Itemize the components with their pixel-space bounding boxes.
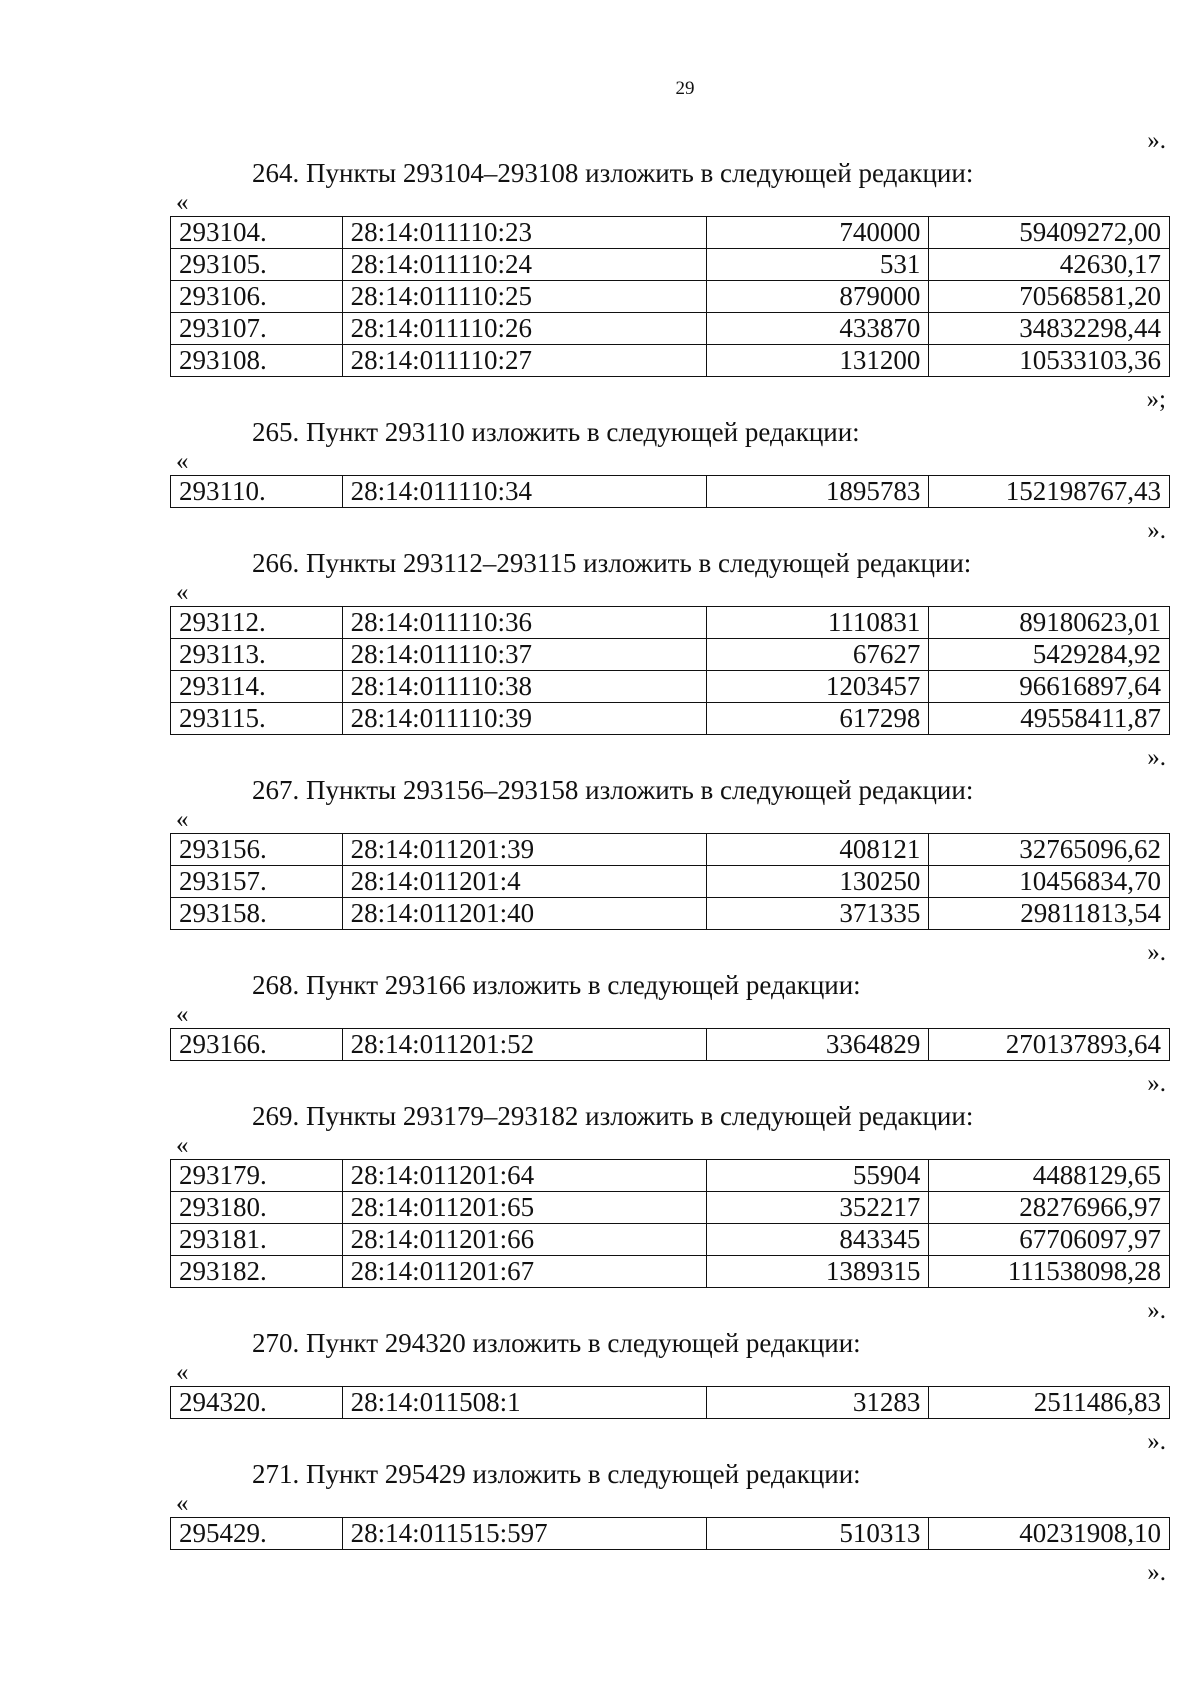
area-cell: 1110831 xyxy=(707,607,929,639)
closing-quote: ». xyxy=(1147,1297,1166,1324)
area-cell: 130250 xyxy=(707,866,929,898)
opening-quote: « xyxy=(176,448,189,475)
cadastral-number-cell: 28:14:011110:37 xyxy=(342,639,706,671)
closing-quote: ». xyxy=(1147,517,1166,544)
amendment-heading: 264. Пункты 293104–293108 изложить в следующей редакции: xyxy=(252,158,974,188)
opening-quote: « xyxy=(176,579,189,606)
value-cell: 5429284,92 xyxy=(929,639,1170,671)
opening-quote: « xyxy=(176,1001,189,1028)
table-row xyxy=(171,834,1170,866)
amendment-section xyxy=(170,546,1170,773)
closing-quote: ». xyxy=(1147,1559,1166,1586)
closing-quote: »; xyxy=(1146,386,1166,413)
item-number-cell: 293110. xyxy=(171,476,343,508)
table-row xyxy=(171,639,1170,671)
value-cell: 2511486,83 xyxy=(929,1387,1170,1419)
closing-quote: ». xyxy=(1147,1428,1166,1455)
table-row xyxy=(171,345,1170,377)
value-cell: 4488129,65 xyxy=(929,1160,1170,1192)
closing-quote: ». xyxy=(1147,1070,1166,1097)
cadastral-number-cell: 28:14:011110:34 xyxy=(342,476,706,508)
amendment-section xyxy=(170,968,1170,1099)
amendment-table xyxy=(170,833,1170,930)
amendment-section xyxy=(170,415,1170,546)
area-cell: 352217 xyxy=(707,1192,929,1224)
cadastral-number-cell: 28:14:011201:66 xyxy=(342,1224,706,1256)
amendment-section xyxy=(170,156,1170,415)
value-cell: 96616897,64 xyxy=(929,671,1170,703)
cadastral-number-cell: 28:14:011201:39 xyxy=(342,834,706,866)
value-cell: 28276966,97 xyxy=(929,1192,1170,1224)
cadastral-number-cell: 28:14:011110:23 xyxy=(342,217,706,249)
amendment-table xyxy=(170,216,1170,377)
amendment-table xyxy=(170,1386,1170,1419)
area-cell: 531 xyxy=(707,249,929,281)
item-number-cell: 293181. xyxy=(171,1224,343,1256)
area-cell: 131200 xyxy=(707,345,929,377)
closing-quote: ». xyxy=(1147,127,1166,154)
item-number-cell: 294320. xyxy=(171,1387,343,1419)
amendment-table xyxy=(170,1028,1170,1061)
amendment-section xyxy=(170,1099,1170,1326)
area-cell: 1203457 xyxy=(707,671,929,703)
item-number-cell: 293108. xyxy=(171,345,343,377)
amendment-section xyxy=(170,1457,1170,1588)
table-row xyxy=(171,866,1170,898)
closing-quote: ». xyxy=(1147,939,1166,966)
amendment-heading: 271. Пункт 295429 изложить в следующей редакции: xyxy=(252,1459,861,1489)
area-cell: 31283 xyxy=(707,1387,929,1419)
cadastral-number-cell: 28:14:011110:36 xyxy=(342,607,706,639)
amendment-section xyxy=(170,773,1170,968)
value-cell: 40231908,10 xyxy=(929,1518,1170,1550)
value-cell: 34832298,44 xyxy=(929,313,1170,345)
table-row xyxy=(171,607,1170,639)
item-number-cell: 293105. xyxy=(171,249,343,281)
table-row xyxy=(171,898,1170,930)
table-row xyxy=(171,281,1170,313)
opening-quote: « xyxy=(176,806,189,833)
cadastral-number-cell: 28:14:011201:40 xyxy=(342,898,706,930)
value-cell: 152198767,43 xyxy=(929,476,1170,508)
amendment-table xyxy=(170,606,1170,735)
area-cell: 1389315 xyxy=(707,1256,929,1288)
area-cell: 433870 xyxy=(707,313,929,345)
opening-quote: « xyxy=(176,1132,189,1159)
value-cell: 270137893,64 xyxy=(929,1029,1170,1061)
item-number-cell: 293114. xyxy=(171,671,343,703)
amendment-heading: 270. Пункт 294320 изложить в следующей редакции: xyxy=(252,1328,861,1358)
item-number-cell: 293156. xyxy=(171,834,343,866)
item-number-cell: 293106. xyxy=(171,281,343,313)
value-cell: 10456834,70 xyxy=(929,866,1170,898)
area-cell: 740000 xyxy=(707,217,929,249)
value-cell: 32765096,62 xyxy=(929,834,1170,866)
area-cell: 55904 xyxy=(707,1160,929,1192)
item-number-cell: 293182. xyxy=(171,1256,343,1288)
amendment-table xyxy=(170,1159,1170,1288)
cadastral-number-cell: 28:14:011110:25 xyxy=(342,281,706,313)
area-cell: 3364829 xyxy=(707,1029,929,1061)
area-cell: 879000 xyxy=(707,281,929,313)
value-cell: 89180623,01 xyxy=(929,607,1170,639)
item-number-cell: 293112. xyxy=(171,607,343,639)
cadastral-number-cell: 28:14:011201:52 xyxy=(342,1029,706,1061)
cadastral-number-cell: 28:14:011201:65 xyxy=(342,1192,706,1224)
item-number-cell: 293113. xyxy=(171,639,343,671)
value-cell: 49558411,87 xyxy=(929,703,1170,735)
area-cell: 371335 xyxy=(707,898,929,930)
amendment-heading: 268. Пункт 293166 изложить в следующей редакции: xyxy=(252,970,861,1000)
item-number-cell: 293158. xyxy=(171,898,343,930)
table-row xyxy=(171,1192,1170,1224)
table-row xyxy=(171,249,1170,281)
table-row xyxy=(171,1518,1170,1550)
document-body xyxy=(170,126,1170,1588)
table-row xyxy=(171,1387,1170,1419)
value-cell: 59409272,00 xyxy=(929,217,1170,249)
cadastral-number-cell: 28:14:011110:39 xyxy=(342,703,706,735)
amendment-heading: 265. Пункт 293110 изложить в следующей редакции: xyxy=(252,417,860,447)
area-cell: 617298 xyxy=(707,703,929,735)
amendment-table xyxy=(170,1517,1170,1550)
amendment-table xyxy=(170,475,1170,508)
table-row xyxy=(171,671,1170,703)
item-number-cell: 293107. xyxy=(171,313,343,345)
amendment-heading: 269. Пункты 293179–293182 изложить в следующей редакции: xyxy=(252,1101,974,1131)
cadastral-number-cell: 28:14:011508:1 xyxy=(342,1387,706,1419)
value-cell: 42630,17 xyxy=(929,249,1170,281)
cadastral-number-cell: 28:14:011110:26 xyxy=(342,313,706,345)
cadastral-number-cell: 28:14:011515:597 xyxy=(342,1518,706,1550)
amendment-section xyxy=(170,1326,1170,1457)
item-number-cell: 293166. xyxy=(171,1029,343,1061)
opening-quote: « xyxy=(176,189,189,216)
table-row xyxy=(171,1224,1170,1256)
value-cell: 10533103,36 xyxy=(929,345,1170,377)
amendment-list xyxy=(170,156,1170,1588)
item-number-cell: 293104. xyxy=(171,217,343,249)
item-number-cell: 293115. xyxy=(171,703,343,735)
table-row xyxy=(171,1256,1170,1288)
table-row xyxy=(171,313,1170,345)
area-cell: 843345 xyxy=(707,1224,929,1256)
table-row xyxy=(171,1029,1170,1061)
area-cell: 510313 xyxy=(707,1518,929,1550)
value-cell: 67706097,97 xyxy=(929,1224,1170,1256)
opening-quote: « xyxy=(176,1490,189,1517)
table-row xyxy=(171,476,1170,508)
page-number: 29 xyxy=(675,78,695,99)
table-row xyxy=(171,703,1170,735)
table-row xyxy=(171,1160,1170,1192)
closing-quote: ». xyxy=(1147,744,1166,771)
amendment-heading: 266. Пункты 293112–293115 изложить в следующей редакции: xyxy=(252,548,972,578)
amendment-heading: 267. Пункты 293156–293158 изложить в следующей редакции: xyxy=(252,775,974,805)
item-number-cell: 293179. xyxy=(171,1160,343,1192)
cadastral-number-cell: 28:14:011201:64 xyxy=(342,1160,706,1192)
cadastral-number-cell: 28:14:011201:4 xyxy=(342,866,706,898)
value-cell: 29811813,54 xyxy=(929,898,1170,930)
table-row xyxy=(171,217,1170,249)
cadastral-number-cell: 28:14:011110:24 xyxy=(342,249,706,281)
item-number-cell: 293157. xyxy=(171,866,343,898)
opening-quote: « xyxy=(176,1359,189,1386)
value-cell: 111538098,28 xyxy=(929,1256,1170,1288)
item-number-cell: 293180. xyxy=(171,1192,343,1224)
area-cell: 67627 xyxy=(707,639,929,671)
cadastral-number-cell: 28:14:011110:38 xyxy=(342,671,706,703)
area-cell: 1895783 xyxy=(707,476,929,508)
item-number-cell: 295429. xyxy=(171,1518,343,1550)
cadastral-number-cell: 28:14:011110:27 xyxy=(342,345,706,377)
value-cell: 70568581,20 xyxy=(929,281,1170,313)
area-cell: 408121 xyxy=(707,834,929,866)
cadastral-number-cell: 28:14:011201:67 xyxy=(342,1256,706,1288)
